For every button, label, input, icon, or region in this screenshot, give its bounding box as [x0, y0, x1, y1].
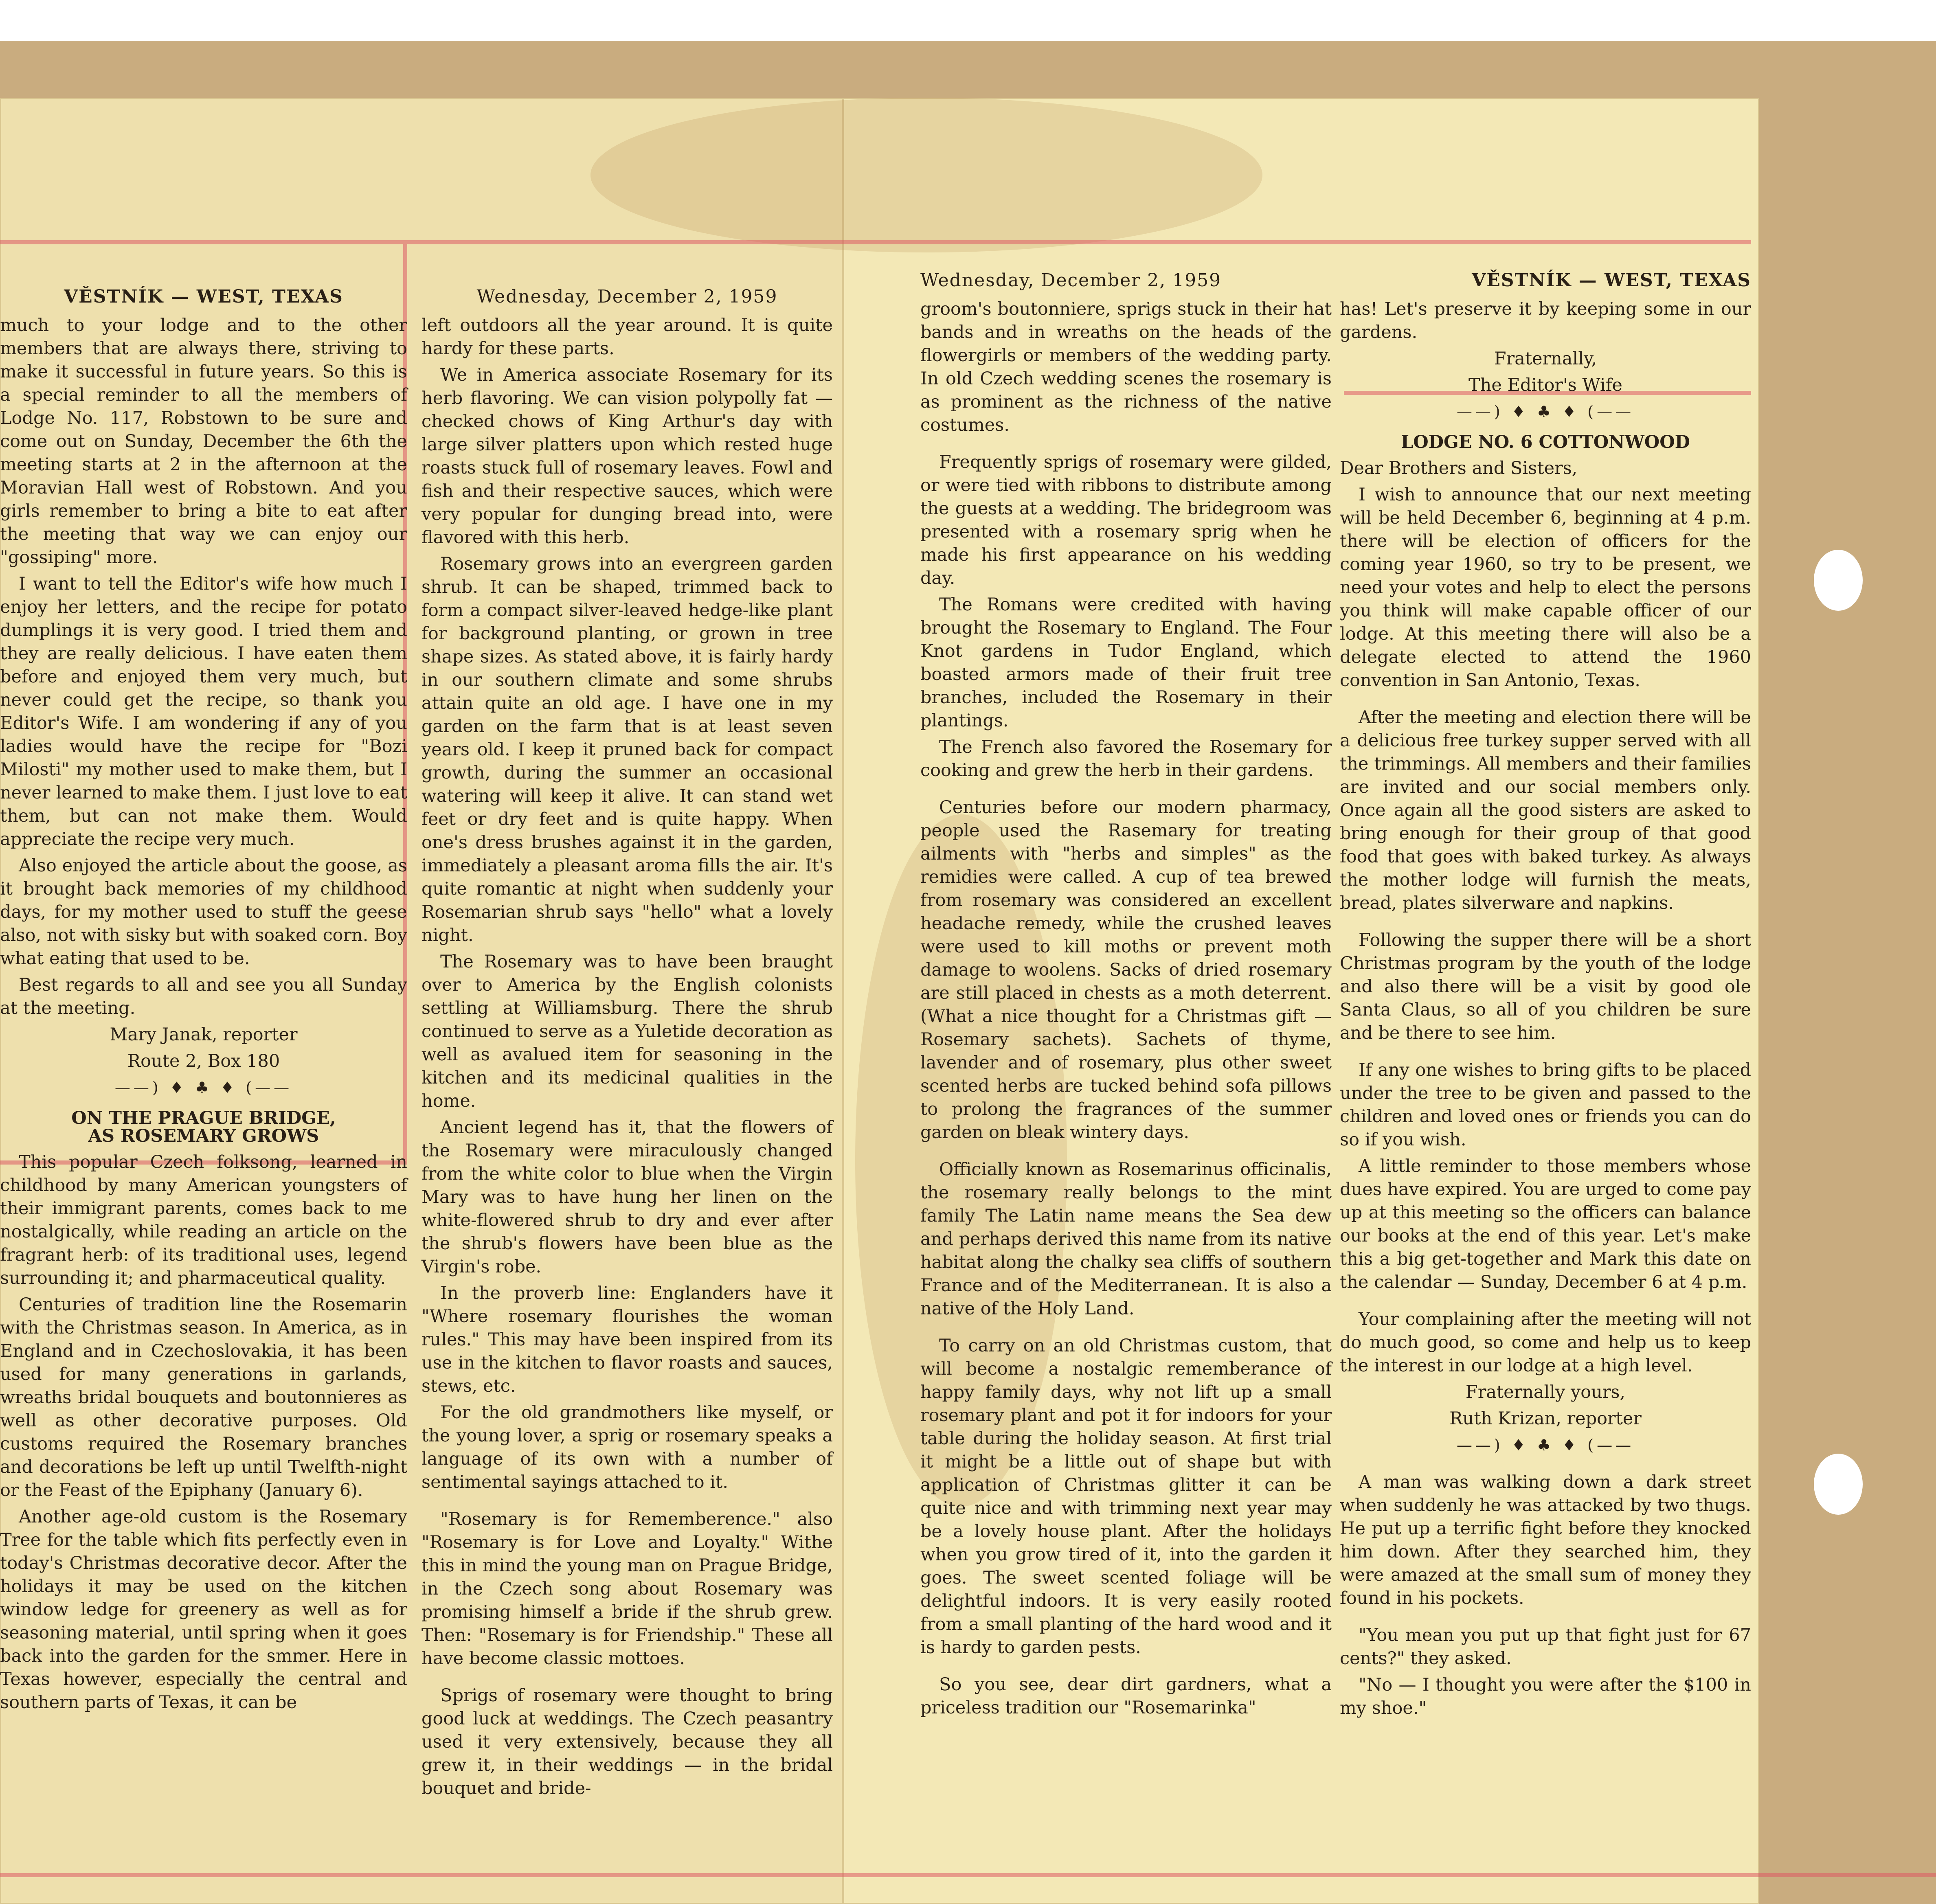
lodge-heading: LODGE NO. 6 COTTONWOOD — [1401, 432, 1690, 452]
article-paragraph: In the proverb line: Englanders have it "Where rosemary flourishes the woman rules." This may have been inspired from its use in the kitchen to flavor roasts and sauces, stews, etc. — [421, 1283, 833, 1396]
letter-paragraph: After the meeting and election there will be a delicious free turkey supper served with all the trimmings. All members and their families are invited and our social members only. Once again all the good sisters are asked to bring enough for their group of that good food that goes with baked turkey. As always the mother lodge will furnish the meats, bread, plates silverware and napkins. — [1340, 707, 1751, 913]
article-paragraph: We in America associate Rosemary for its herb flavoring. We can vision polypolly fat — checked chows of King Arthur's day with large silver platters upon which rested huge roasts stuck full of rosemary leaves. Fowl and fish and their respective sauces, which were very popular for dunging bread into, were flavored with this herb. — [421, 365, 833, 548]
pencil-mark-top — [0, 240, 1751, 244]
letter-salutation: Dear Brothers and Sisters, — [1340, 458, 1578, 478]
masthead-vestnik: VĚSTNÍK — WEST, TEXAS — [1472, 270, 1751, 291]
article-paragraph: Sprigs of rosemary were thought to bring good luck at weddings. The Czech peasantry used it very extensively, because they all grew it, in their weddings — in the bridal bouquet and bride- — [421, 1685, 833, 1799]
article-heading-line-2: AS ROSEMARY GROWS — [88, 1126, 319, 1146]
article-paragraph: For the old grandmothers like myself, or the young lover, a sprig or rosemary speaks a language of its own with a number of sentimental sayings attached to it. — [421, 1402, 833, 1492]
article-paragraph: Frequently sprigs of rosemary were gilded, or were tied with ribbons to distribute among the guests at a wedding. The bridegroom was presented with a rosemary sprig when he made his first appearance on his wedding day. — [920, 452, 1332, 588]
article-paragraph: Officially known as Rosemarinus officinalis, the rosemary really belongs to the mint family The Latin name means the Sea dew and perhaps derived this name from its native habitat along the chalky sea cliffs of southern France and of the Mediterranean. It is also a native of the Holy Land. — [920, 1159, 1332, 1319]
column-4 — [1340, 269, 1751, 1723]
punch-hole-bottom — [1814, 1454, 1863, 1515]
article-paragraph: Another age-old custom is the Rosemary Tree for the table which fits perfectly even in today's Christmas decorative decor. After the holidays it may be used on the kitchen window ledge for greenery as well as for seasoning material, until spring when it goes back into the garden for the smmer. Here in Texas however, especially the central and southern parts of Texas, it can be — [0, 1507, 407, 1713]
article-paragraph: groom's boutonniere, sprigs stuck in their hat bands and in wreaths on the heads of the flowergirls or members of the wedding party. In old Czech wedding scenes the rosemary is as prominent as the richness of the native costumes. — [920, 299, 1332, 435]
joke-paragraph: "No — I thought you were after the $100 in my shoe." — [1340, 1675, 1751, 1718]
column-2 — [421, 285, 833, 1803]
signature-name: The Editor's Wife — [1468, 375, 1622, 395]
signature-name: Ruth Krizan, reporter — [1449, 1408, 1642, 1429]
letter-paragraph: A little reminder to those members whose dues have expired. You are urged to come pay up at this meeting so the officers can balance our books at the end of this year. Let's make this a big get-together and Mark this date on the calendar — Sunday, December 6 at 4 p.m. — [1340, 1156, 1751, 1292]
joke-paragraph: A man was walking down a dark street when suddenly he was attacked by two thugs. He put up a terrific fight before they knocked him down. After they searched him, they were amazed at the small sum of money they found in his pockets. — [1340, 1472, 1751, 1608]
masthead-date: Wednesday, December 2, 1959 — [920, 270, 1222, 291]
letter-paragraph: I want to tell the Editor's wife how much I enjoy her letters, and the recipe for potato dumplings it is very good. I tried them and they are really delicious. I have eaten them before and enjoyed them very much, but never could get the recipe, so thank you Editor's Wife. I am wondering if any of you ladies would have the recipe for "Bozi Milosti" my mother used to make them, but I never learned to make them. I just love to eat them, but can not make them. Would appreciate the recipe very much. — [0, 574, 407, 849]
letter-paragraph: much to your lodge and to the other members that are always there, striving to make it successful in future years. So this is a special reminder to all the members of Lodge No. 117, Robstown to be sure and come out on Sunday, December the 6th the meeting starts at 2 in the afternoon at the Moravian Hall west of Robstown. And you girls remember to bring a bite to eat after the meeting that way we can enjoy our "gossiping" more. — [0, 315, 407, 568]
article-closing: has! Let's preserve it by keeping some in our gardens. — [1340, 299, 1751, 342]
column-1 — [0, 285, 407, 1718]
pencil-mark-bottom — [0, 1873, 1936, 1877]
letter-paragraph: If any one wishes to bring gifts to be placed under the tree to be given and passed to the children and loved ones or friends you can do so if you wish. — [1340, 1060, 1751, 1150]
punch-hole-top — [1814, 550, 1863, 611]
article-paragraph: To carry on an old Christmas custom, that will become a nostalgic rememberance of happy family days, why not lift up a small rosemary plant and pot it for indoors for your table during the holiday season. At first trial it might be a little out of shape but with application of Christmas glitter it can be quite nice and with trimming next year may be a lovely house plant. After the holidays when you grow tired of it, into the garden it goes. The sweet scented foliage will be delightful indoors. It is very easily rooted from a small planting of the hard wood and it is hardy to garden pests. — [920, 1336, 1332, 1658]
letter-paragraph: Best regards to all and see you all Sunday at the meeting. — [0, 975, 407, 1018]
article-paragraph: left outdoors all the year around. It is quite hardy for these parts. — [421, 315, 833, 359]
section-ornament: ——) ♦ ♣ ♦ (—— — [1456, 1436, 1635, 1454]
article-paragraph: Rosemary grows into an evergreen garden shrub. It can be shaped, trimmed back to form a compact silver-leaved hedge-like plant for background planting, or grown in tree shape sizes. As stated above, it is fairly hardy in our southern climate and some shrubs attain quite an old age. I have one in my garden on the farm that is at least seven years old. I keep it pruned back for compact growth, during the summer an occasional watering will keep it alive. It can stand wet feet or dry feet and is quite happy. When one's dress brushes against it in the garden, immediately a pleasant aroma fills the air. It's quite romantic at night when suddenly your Rosemarian shrub says "hello" what a lovely night. — [421, 554, 833, 945]
article-paragraph: So you see, dear dirt gardners, what a priceless tradition our "Rosemarinka" — [920, 1674, 1332, 1718]
masthead-vestnik: VĚSTNÍK — WEST, TEXAS — [64, 286, 343, 307]
article-paragraph: Ancient legend has it, that the flowers of the Rosemary were miraculously changed from the white color to blue when the Virgin Mary was to have hung her linen on the white-flowered shrub to dry and ever after the shrub's flowers have been blue as the Virgin's robe. — [421, 1117, 833, 1277]
signature-name: Mary Janak, reporter — [110, 1024, 298, 1045]
article-paragraph: The Rosemary was to have been braught over to America by the English colonists settling at Williamsburg. There the shrub continued to serve as a Yuletide decoration as well as avalued item for seasoning in the kitchen and its medicinal qualities in the home. — [421, 952, 833, 1111]
article-paragraph: "Rosemary is for Rememberence." also "Rosemary is for Love and Loyalty." Withe this in mind the young man on Prague Bridge, in the Czech song about Rosemary was promising himself a bride if the shrub grew. Then: "Rosemary is for Friendship." These all have become classic mottoes. — [421, 1509, 833, 1669]
signature-closing: Fraternally, — [1494, 349, 1597, 369]
letter-paragraph: Your complaining after the meeting will not do much good, so come and help us to keep the interest in our lodge at a high level. — [1340, 1309, 1751, 1376]
section-ornament: ——) ♦ ♣ ♦ (—— — [114, 1079, 293, 1097]
article-paragraph: Centuries of tradition line the Rosemarin with the Christmas season. In America, as in England and in Czechoslovakia, it has been used for many generations in garlands, wreaths bridal bouquets and boutonnieres as well as other decorative purposes. Old customs required the Rosemary branches and decorations be left up until Twelfth-night or the Feast of the Epiphany (January 6). — [0, 1294, 407, 1500]
article-heading-line-1: ON THE PRAGUE BRIDGE, — [71, 1108, 336, 1128]
stain-top — [590, 98, 1262, 252]
joke-paragraph: "You mean you put up that fight just for 67 cents?" they asked. — [1340, 1625, 1751, 1669]
signature-address: Route 2, Box 180 — [127, 1051, 280, 1071]
section-ornament: ——) ♦ ♣ ♦ (—— — [1456, 403, 1635, 421]
letter-paragraph: I wish to announce that our next meeting will be held December 6, beginning at 4 p.m. there will be election of officers for the coming year 1960, so try to be present, we need your votes and help to elect the persons you think will make capable officer of our lodge. At this meeting there will also be a delegate elected to attend the 1960 convention in San Antonio, Texas. — [1340, 485, 1751, 691]
masthead-date: Wednesday, December 2, 1959 — [476, 286, 778, 307]
article-paragraph: This popular Czech folksong, learned in childhood by many American youngsters of their immigrant parents, comes back to me nostalgically, while reading an article on the fragrant herb: of its traditional uses, legend surrounding it; and pharmaceutical quality. — [0, 1152, 407, 1288]
signature-closing: Fraternally yours, — [1465, 1382, 1626, 1402]
letter-paragraph: Also enjoyed the article about the goose, as it brought back memories of my childhood days, for my mother used to stuff the geese also, not with sisky but with soaked corn. Boy what eating that used to be. — [0, 855, 407, 969]
article-paragraph: The French also favored the Rosemary for cooking and grew the herb in their gardens. — [920, 737, 1332, 781]
article-paragraph: Centuries before our modern pharmacy, people used the Rasemary for treating ailments with "herbs and simples" as the remidies were called. A cup of tea brewed from rosemary was considered an excellent headache remedy, while the crushed leaves were used to kill moths or prevent moth damage to woolens. Sacks of dried rosemary are still placed in chests as a moth deterrent. (What a nice thought for a Christmas gift — Rosemary sachets). Sachets of thyme, lavender and of rosemary, plus other sweet scented herbs are tucked behind sofa pillows to prolong the fragrances of the summer garden on bleak wintery days. — [920, 797, 1332, 1143]
letter-paragraph: Following the supper there will be a short Christmas program by the youth of the lodge and also there will be a visit by good ole Santa Claus, so all of you children be sure and be there to see him. — [1340, 930, 1751, 1043]
column-3 — [920, 269, 1332, 1723]
article-paragraph: The Romans were credited with having brought the Rosemary to England. The Four Knot gardens in Tudor England, which boasted armors made of their fruit tree branches, included the Rosemary in their plantings. — [920, 594, 1332, 731]
